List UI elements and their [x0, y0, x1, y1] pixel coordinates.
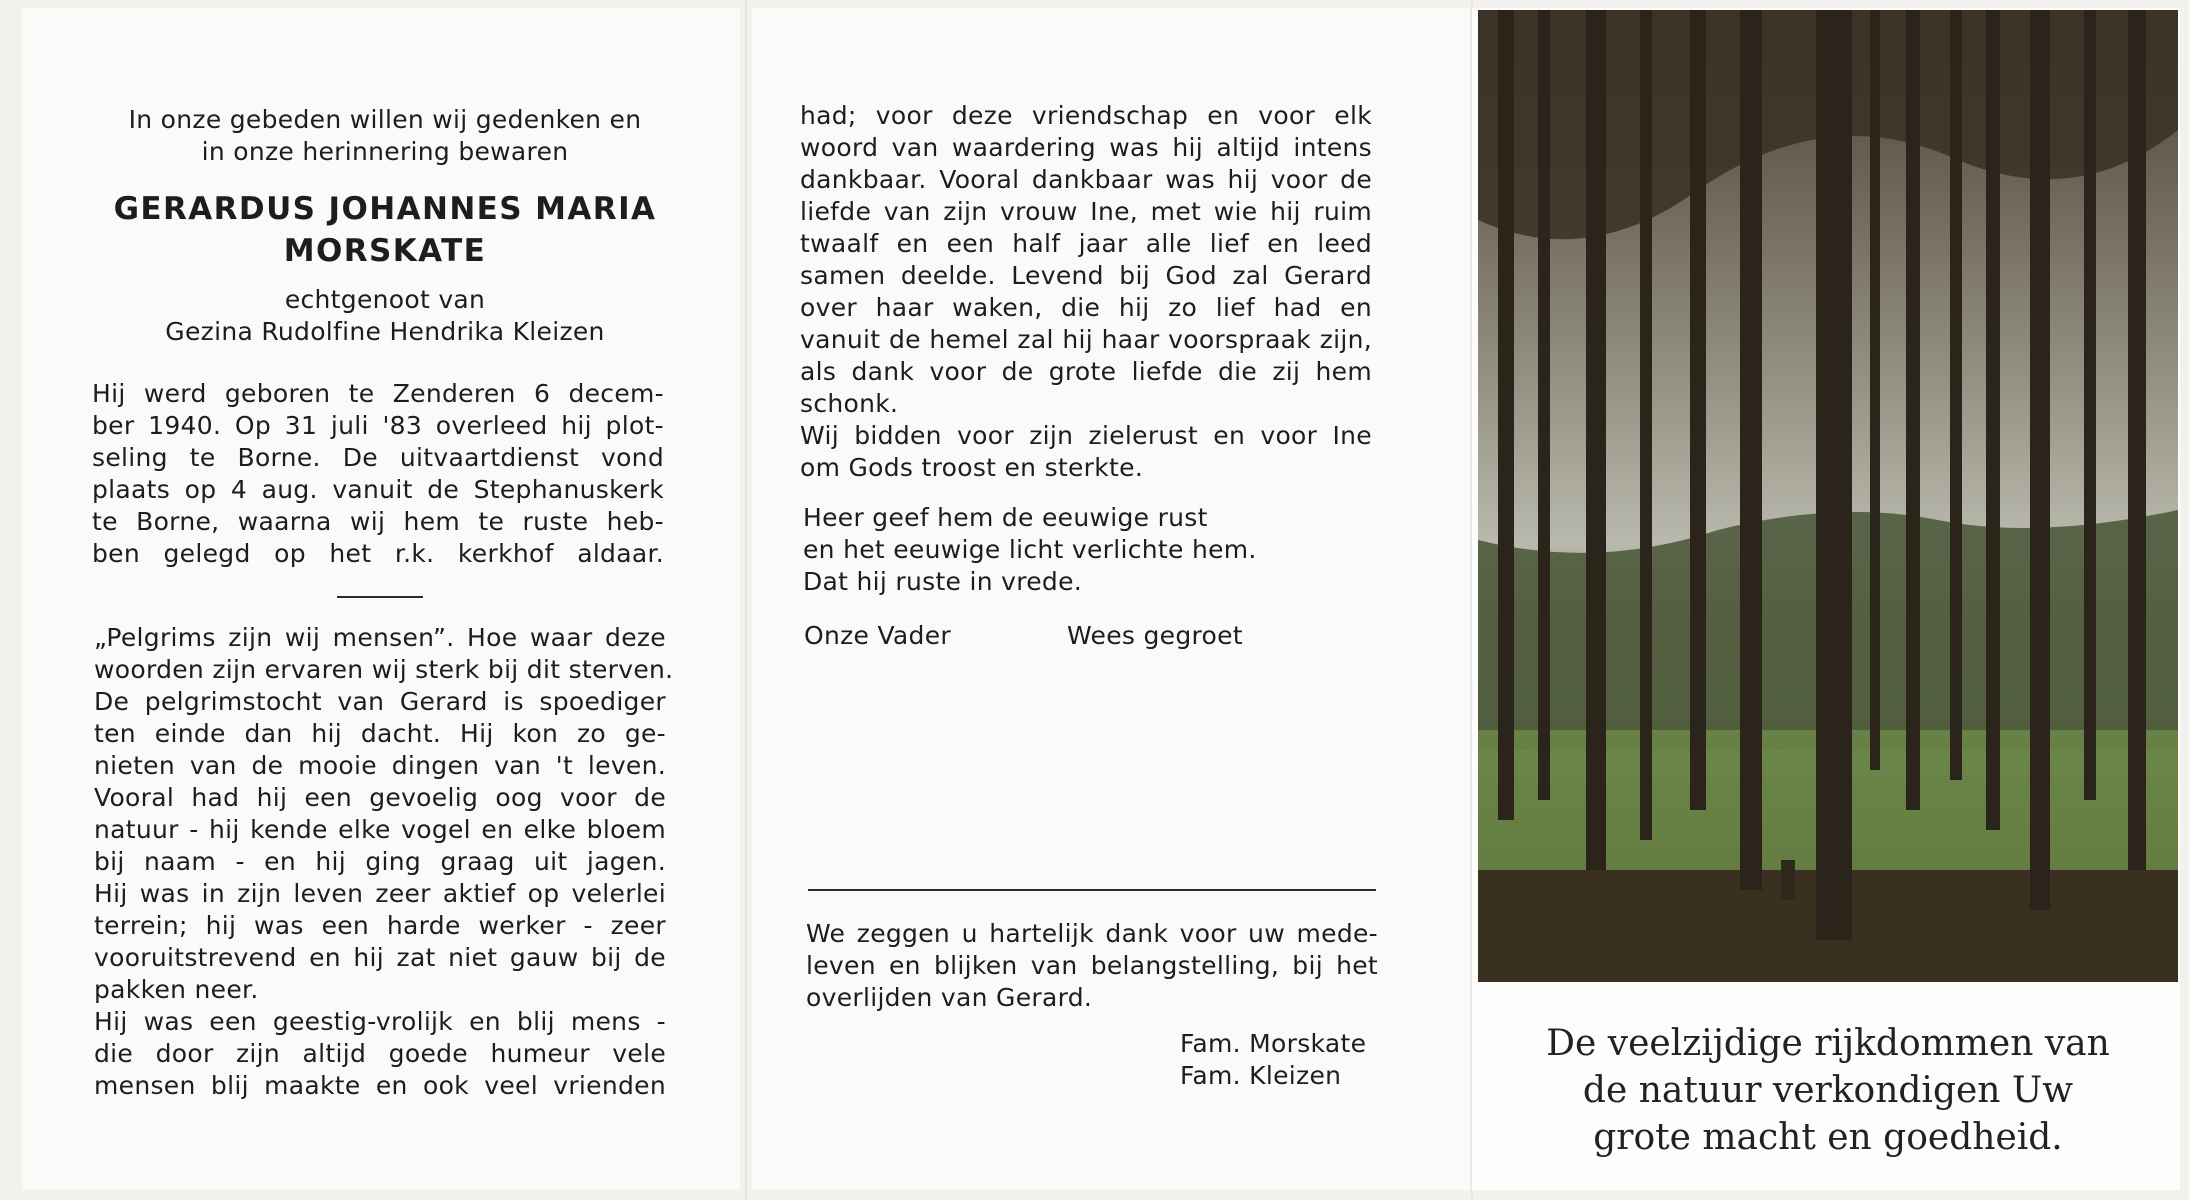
continuation-line: samen deelde. Levend bij God zal Gerard [800, 261, 1372, 290]
memorial-line: woorden zijn ervaren wij sterk bij dit sterven. [94, 655, 674, 684]
signature-line: Fam. Morskate [1180, 1029, 1367, 1058]
continuation-line: Wij bidden voor zijn zielerust en voor Ine [800, 421, 1372, 450]
prayer-line: Dat hij ruste in vrede. [803, 567, 1083, 596]
prayer-onze-vader: Onze Vader [804, 621, 951, 650]
prayer-line: Heer geef hem de eeuwige rust [803, 503, 1208, 532]
prayer-text [803, 502, 1363, 598]
bio-line: plaats op 4 aug. vanuit de Stephanuskerk [92, 475, 664, 504]
biography-paragraph [92, 378, 664, 570]
continuation-line: vanuit de hemel zal hij haar voorspraak zijn, [800, 325, 1372, 354]
continuation-paragraph [800, 100, 1372, 484]
family-signatures [1180, 1028, 1400, 1092]
memorial-line: pakken neer. [94, 975, 259, 1004]
memorial-line: Hij was een geestig-vrolijk en blij mens - [94, 1007, 666, 1036]
memorial-line: bij naam - en hij ging graag uit jagen. [94, 847, 666, 876]
memorial-line: nieten van de mooie dingen van 't leven. [94, 751, 666, 780]
deceased-name [70, 188, 700, 272]
spouse-line: echtgenoot van [284, 285, 486, 314]
name-line: GERARDUS JOHANNES MARIA [113, 191, 657, 227]
photo-caption [1478, 1020, 2178, 1161]
bio-line: ber 1940. Op 31 juli '83 overleed hij plot- [92, 411, 664, 440]
continuation-line: liefde van zijn vrouw Ine, met wie hij ruim [800, 197, 1372, 226]
name-line: MORSKATE [283, 233, 487, 269]
thanks-line: leven en blijken van belangstelling, bij het [806, 951, 1378, 980]
intro-line: In onze gebeden willen wij gedenken en [128, 105, 642, 134]
bio-line: seling te Borne. De uitvaartdienst vond [92, 443, 664, 472]
thanks-divider [808, 889, 1376, 891]
memorial-line: terrein; hij was een harde werker - zeer [94, 911, 666, 940]
named-prayers [804, 620, 1364, 654]
memorial-line: „Pelgrims zijn wij mensen”. Hoe waar deze [94, 623, 666, 652]
thanks-paragraph [806, 918, 1378, 1014]
continuation-line: woord van waardering was hij altijd intens [800, 133, 1372, 162]
continuation-line: twaalf en een half jaar alle lief en leed [800, 229, 1372, 258]
forest-illustration [1478, 10, 2178, 982]
signature-line: Fam. Kleizen [1180, 1061, 1342, 1090]
prayer-line: en het eeuwige licht verlichte hem. [803, 535, 1257, 564]
memorial-line: ten einde dan hij dacht. Hij kon zo ge- [94, 719, 666, 748]
intro-line: in onze herinnering bewaren [201, 137, 569, 166]
thanks-line: We zeggen u hartelijk dank voor uw mede- [806, 919, 1378, 948]
prayer-wees-gegroet: Wees gegroet [1067, 621, 1243, 650]
memorial-line: die door zijn altijd goede humeur vele [94, 1039, 666, 1068]
caption-line: de natuur verkondigen Uw [1582, 1070, 2074, 1111]
memorial-line: vooruitstrevend en hij zat niet gauw bij de [94, 943, 666, 972]
section-divider [337, 596, 423, 598]
spouse-text [70, 284, 700, 348]
spouse-line: Gezina Rudolfine Hendrika Kleizen [165, 317, 605, 346]
caption-line: grote macht en goedheid. [1593, 1117, 2063, 1158]
continuation-line: dankbaar. Vooral dankbaar was hij voor de [800, 165, 1372, 194]
intro-text [70, 104, 700, 168]
continuation-line: schonk. [800, 389, 899, 418]
continuation-line: over haar waken, die hij zo lief had en [800, 293, 1372, 322]
bio-line: Hij werd geboren te Zenderen 6 decem- [92, 379, 664, 408]
bio-line: te Borne, waarna wij hem te ruste heb- [92, 507, 664, 536]
caption-line: De veelzijdige rijkdommen van [1546, 1023, 2110, 1064]
memorial-line: De pelgrimstocht van Gerard is spoediger [94, 687, 666, 716]
memorial-line: Vooral had hij een gevoelig oog voor de [94, 783, 666, 812]
continuation-line: als dank voor de grote liefde die zij hem [800, 357, 1372, 386]
forest-photo [1478, 10, 2178, 982]
fold-line-left [745, 0, 747, 1200]
continuation-line: had; voor deze vriendschap en voor elk [800, 101, 1372, 130]
memorial-line: Hij was in zijn leven zeer aktief op velerlei [94, 879, 666, 908]
thanks-line: overlijden van Gerard. [806, 983, 1093, 1012]
continuation-line: om Gods troost en sterkte. [800, 453, 1144, 482]
bio-line: ben gelegd op het r.k. kerkhof aldaar. [92, 539, 664, 568]
memorial-line: mensen blij maakte en ook veel vrienden [94, 1071, 666, 1100]
memorial-paragraph [94, 622, 674, 1102]
memorial-line: natuur - hij kende elke vogel en elke bloem [94, 815, 666, 844]
